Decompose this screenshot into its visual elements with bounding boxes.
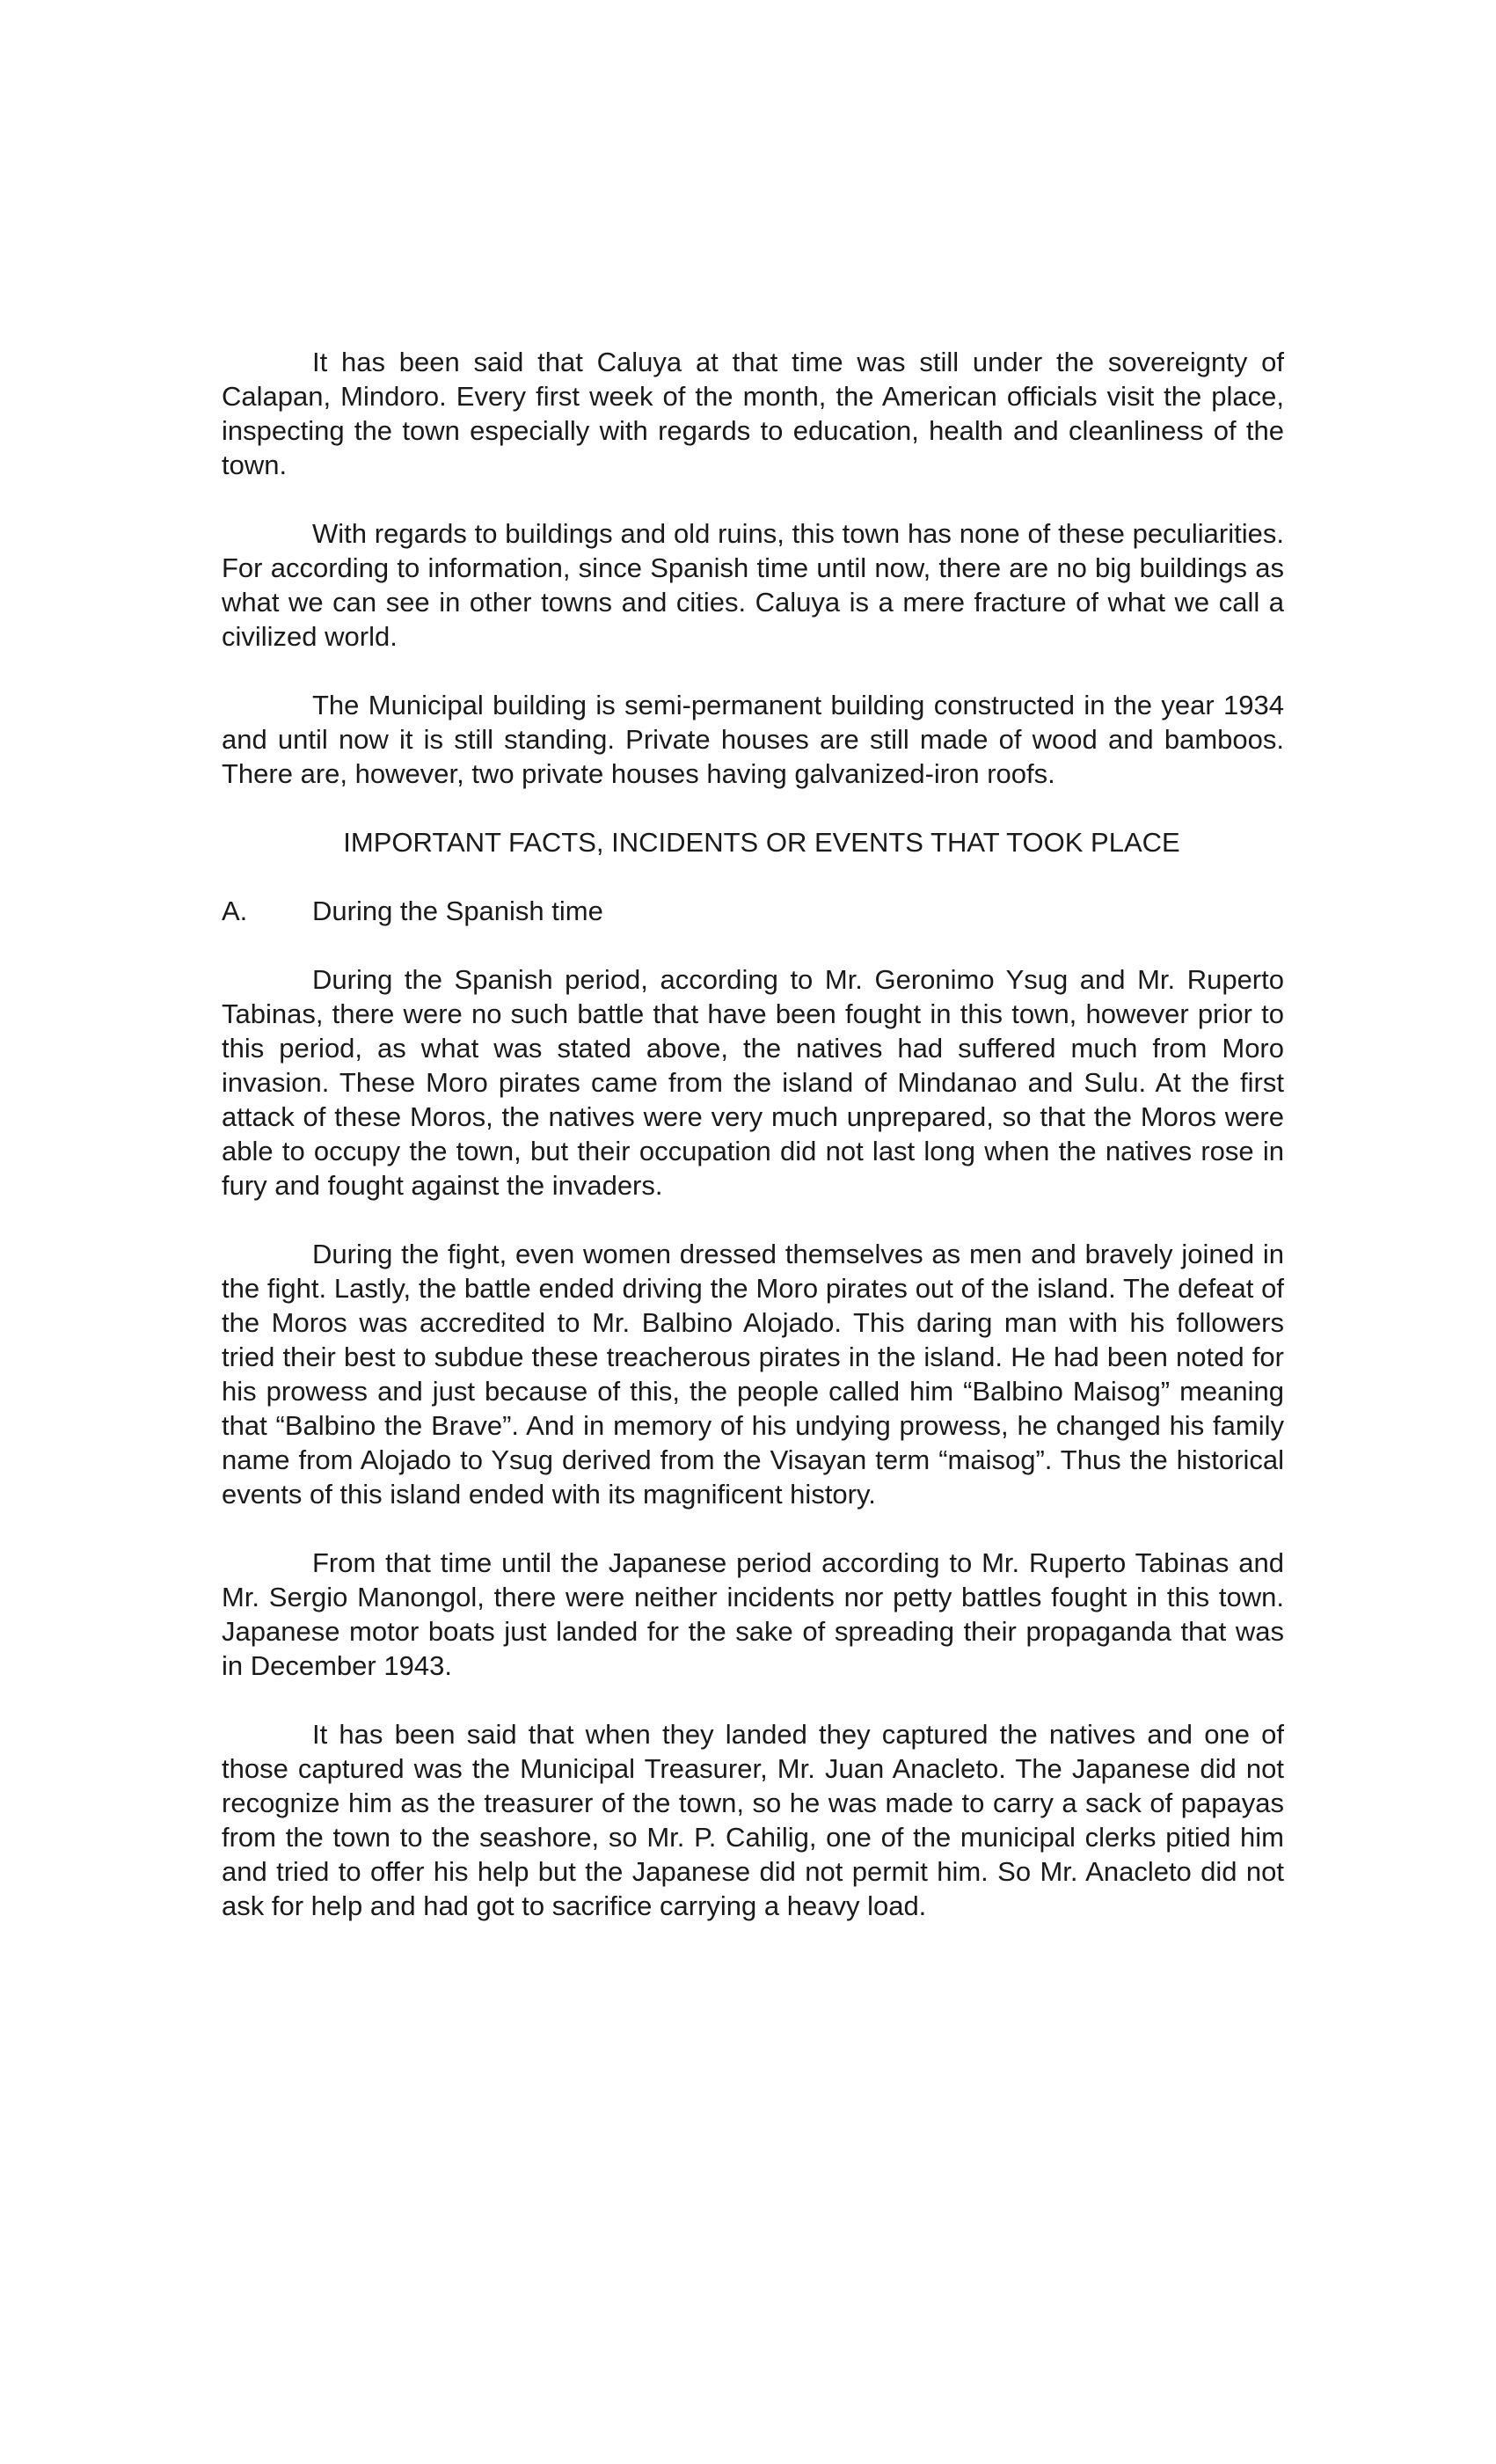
section-heading: IMPORTANT FACTS, INCIDENTS OR EVENTS THAT TOOK PLACE <box>343 827 1180 858</box>
paragraph-japanese-period: From that time until the Japanese period according to Mr. Ruperto Tabinas and Mr. Sergio Manongol, there were neither incidents nor petty battles fought in this town. Japanese motor boats just landed for the sake of spreading their propaganda that was in December 1943. <box>222 1547 1284 1681</box>
document-page <box>222 345 1284 1957</box>
paragraph-spanish-period: During the Spanish period, according to Mr. Geronimo Ysug and Mr. Ruperto Tabinas, there were no such battle that have been fought in this town, however prior to this period, as what was stated above, the natives had suffered much from Moro invasion. These Moro pirates came from the island of Mindanao and Sulu. At the first attack of these Moros, the natives were very much unprepared, so that the Moros were able to occupy the town, but their occupation did not last long when the natives rose in fury and fought against the invaders. <box>222 964 1284 1201</box>
paragraph-caluya-sovereignty: It has been said that Caluya at that time was still under the sovereignty of Calapan, Mindoro. Every first week of the month, the American officials visit the place, inspecting the town especially with regards to education, health and cleanliness of the town. <box>222 347 1284 480</box>
paragraph-municipal-building: The Municipal building is semi-permanent building constructed in the year 1934 and until now it is still standing. Private houses are still made of wood and bamboos. There are, however, two private houses having galvanized-iron roofs. <box>222 690 1284 789</box>
subsection-title <box>222 894 1284 928</box>
subsection-label: During the Spanish time <box>312 896 603 926</box>
paragraph-fight: During the fight, even women dressed themselves as men and bravely joined in the fight. Lastly, the battle ended driving the Moro pirates out of the island. The defeat of the Moros was accredited to Mr. Balbino Alojado. This daring man with his followers tried their best to subdue these treacherous pirates in the island. He had been noted for his prowess and just because of this, the people called him “Balbino Maisog” meaning that “Balbino the Brave”. And in memory of his undying prowess, he changed his family name from Alojado to Ysug derived from the Visayan term “maisog”. Thus the historical events of this island ended with its magnificent history. <box>222 1239 1284 1510</box>
subsection-letter: A. <box>222 896 248 926</box>
paragraph-buildings-ruins: With regards to buildings and old ruins, this town has none of these peculiarities. For according to information, since Spanish time until now, there are no big buildings as what we can see in other towns and cities. Caluya is a mere fracture of what we call a civilized world. <box>222 518 1284 652</box>
paragraph-treasurer-captured: It has been said that when they landed they captured the natives and one of those captured was the Municipal Treasurer, Mr. Juan Anacleto. The Japanese did not recognize him as the treasurer of the town, so he was made to carry a sack of papayas from the town to the seashore, so Mr. P. Cahilig, one of the municipal clerks pitied him and tried to offer his help but the Japanese did not permit him. So Mr. Anacleto did not ask for help and had got to sacrifice carrying a heavy load. <box>222 1719 1284 1921</box>
